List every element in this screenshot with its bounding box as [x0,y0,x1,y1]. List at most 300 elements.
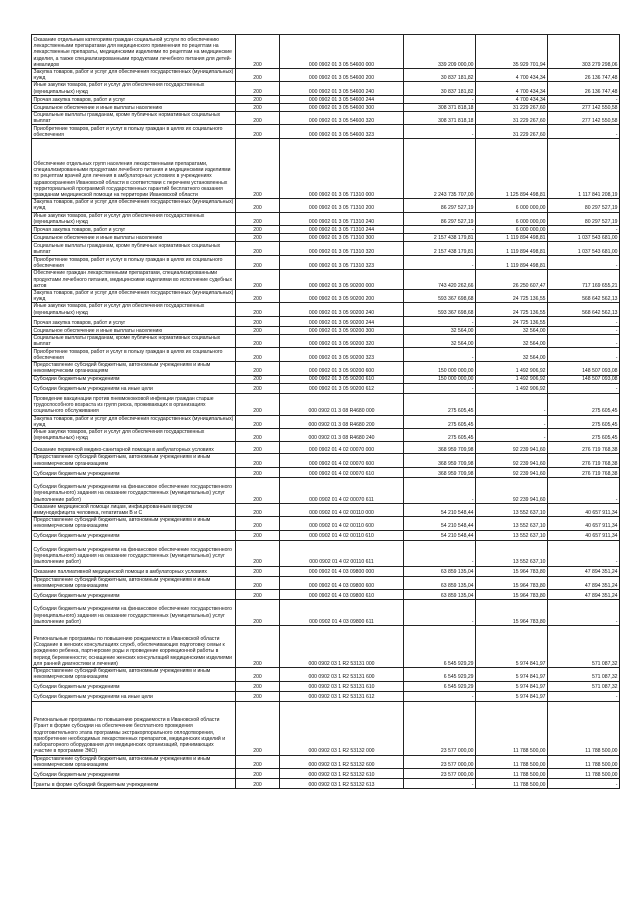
row-approved-amount: 368 959 709,98 [404,467,476,477]
row-approved-amount: 32 564,00 [404,334,476,347]
table-row [32,442,620,454]
row-name: Субсидии бюджетным учреждениям [32,681,236,691]
row-code: 200 [236,362,280,375]
row-code: 200 [236,69,280,82]
row-name: Оказание первичной медико-санитарной помощи в амбулаторных условиях [32,442,236,454]
row-executed-amount: 31 229 267,60 [476,103,548,111]
table-row [32,69,620,82]
row-name: Иные закупки товаров, работ и услуг для обеспечения государственных (муниципальных) нужд [32,429,236,442]
row-classification-code: 000 0902 03 1 R2 53132 613 [280,778,404,788]
row-code: 200 [236,600,280,626]
row-unexecuted-amount: 571 087,32 [548,626,620,668]
row-classification-code: 000 0902 01 3 05 54600 320 [280,111,404,124]
row-executed-amount: 26 250 607,47 [476,270,548,290]
row-approved-amount: 308 371 818,18 [404,111,476,124]
row-code: 200 [236,503,280,516]
row-unexecuted-amount: 11 788 500,00 [548,755,620,768]
row-approved-amount: - [404,125,476,139]
row-executed-amount: 92 239 941,60 [476,477,548,503]
table-row [32,576,620,589]
row-name: Оказание паллиативной медицинской помощи в амбулаторных условиях [32,566,236,576]
row-approved-amount: 30 837 181,82 [404,82,476,95]
table-row [32,199,620,212]
row-approved-amount: - [404,256,476,270]
row-executed-amount: - [476,393,548,415]
row-name: Предоставление субсидий бюджетным, автономным учреждениям и иным некоммерческим организациям [32,576,236,589]
table-row [32,103,620,111]
row-executed-amount: 35 929 701,94 [476,35,548,69]
row-classification-code: 000 0902 01 4 03 09800 000 [280,566,404,576]
row-approved-amount: 23 577 000,00 [404,701,476,755]
row-executed-amount: 15 964 783,80 [476,566,548,576]
row-executed-amount: 13 552 637,10 [476,530,548,540]
table-row [32,768,620,778]
row-code: 200 [236,348,280,362]
row-name: Обеспечение отдельных групп населения лекарственными препаратами, специализированными продуктами лечебного питания и медицинскими изделиями по рецептам врачей для лечения в амбулаторных условиях в учреждениях здравоохранения Ивановской области в соответствии с перечнем установленных территориальной программой государственных гарантий бесплатного оказания гражданам медицинской помощи на территории Ивановской области [32,139,236,199]
row-code: 200 [236,326,280,334]
row-classification-code: 000 0902 03 1 R2 53132 600 [280,755,404,768]
row-approved-amount: 368 959 709,98 [404,442,476,454]
row-approved-amount: 368 959 709,98 [404,454,476,467]
row-name: Субсидии бюджетным учреждениям на иные цели [32,691,236,701]
row-name: Обеспечение граждан лекарственными препаратами, специализированными продуктами лечебного питания, медицинскими изделиями во исполнение судебных актов [32,270,236,290]
row-approved-amount: 86 297 527,19 [404,212,476,225]
row-approved-amount: - [404,95,476,103]
row-executed-amount: 92 239 941,60 [476,454,548,467]
row-approved-amount: - [404,691,476,701]
row-unexecuted-amount: 276 719 768,38 [548,467,620,477]
row-code: 200 [236,103,280,111]
row-name: Субсидии бюджетным учреждениям на иные цели [32,383,236,393]
row-classification-code: 000 0902 01 3 05 90200 240 [280,303,404,316]
row-approved-amount: 339 209 000,00 [404,35,476,69]
row-executed-amount: 15 964 783,80 [476,590,548,600]
table-row [32,334,620,347]
row-unexecuted-amount: 571 087,32 [548,668,620,681]
row-executed-amount: 1 119 894 498,81 [476,242,548,256]
row-approved-amount: - [404,226,476,234]
row-executed-amount: 6 000 000,00 [476,212,548,225]
row-name: Региональные программы по повышению рождаемости в Ивановской области (Грант в форме субсидии на обеспечение бесплатного проведения подготовительного этапа программы экстракорпорального оплодотворения, приобретение необходимых лекарственных препаратов, медицинских изделий и лабораторного оборудования для медицинских организаций, принимающих участие в программе ЭКО) [32,701,236,755]
row-approved-amount: 2 243 735 707,00 [404,139,476,199]
row-classification-code: 000 0902 01 3 05 71310 000 [280,139,404,199]
row-code: 200 [236,226,280,234]
row-code: 200 [236,35,280,69]
row-classification-code: 000 0902 01 3 05 54600 323 [280,125,404,139]
row-classification-code: 000 0902 01 3 05 90200 000 [280,270,404,290]
row-executed-amount: 92 239 941,60 [476,442,548,454]
row-classification-code: 000 0902 01 3 05 54600 244 [280,95,404,103]
table-row [32,503,620,516]
row-executed-amount: 13 552 637,10 [476,540,548,566]
table-row [32,226,620,234]
row-executed-amount: 11 788 500,00 [476,755,548,768]
row-classification-code: 000 0902 01 3 05 90200 320 [280,334,404,347]
row-unexecuted-amount: 1 037 543 681,00 [548,242,620,256]
table-row [32,234,620,242]
row-unexecuted-amount: 277 142 550,58 [548,111,620,124]
row-unexecuted-amount: 40 657 911,34 [548,503,620,516]
row-classification-code: 000 0902 03 1 R2 53132 610 [280,768,404,778]
row-executed-amount: 4 700 434,34 [476,95,548,103]
row-executed-amount: 4 700 434,34 [476,82,548,95]
table-row [32,326,620,334]
row-approved-amount: 54 210 548,44 [404,530,476,540]
row-code: 200 [236,383,280,393]
row-executed-amount: 13 552 637,10 [476,517,548,530]
row-unexecuted-amount: 275 605,45 [548,393,620,415]
row-unexecuted-amount: 26 136 747,48 [548,82,620,95]
row-name: Субсидии бюджетным учреждениям [32,768,236,778]
row-classification-code: 000 0902 01 4 02 00110 611 [280,540,404,566]
table-row [32,691,620,701]
row-name: Закупка товаров, работ и услуг для обеспечения государственных (муниципальных) нужд [32,415,236,428]
row-name: Гранты в форме субсидий бюджетным учреждениям [32,778,236,788]
row-code: 200 [236,234,280,242]
row-approved-amount: - [404,778,476,788]
row-unexecuted-amount: 40 657 911,34 [548,530,620,540]
row-classification-code: 000 0902 01 3 05 90200 600 [280,362,404,375]
row-unexecuted-amount: 276 719 768,38 [548,442,620,454]
row-code: 200 [236,375,280,383]
row-unexecuted-amount: 277 142 550,58 [548,103,620,111]
row-unexecuted-amount: - [548,477,620,503]
row-code: 200 [236,415,280,428]
row-executed-amount: 1 119 894 498,81 [476,256,548,270]
row-classification-code: 000 0902 01 3 05 71310 240 [280,212,404,225]
row-executed-amount: 32 564,00 [476,326,548,334]
row-code: 200 [236,576,280,589]
row-approved-amount: 2 157 438 179,81 [404,242,476,256]
row-unexecuted-amount: - [548,691,620,701]
row-unexecuted-amount: 717 169 655,21 [548,270,620,290]
row-unexecuted-amount: 26 136 747,48 [548,69,620,82]
row-unexecuted-amount: 80 297 527,19 [548,212,620,225]
row-name: Социальные выплаты гражданам, кроме публичных нормативных социальных выплат [32,334,236,347]
table-row [32,303,620,316]
row-executed-amount: 1 492 906,92 [476,362,548,375]
row-name: Закупка товаров, работ и услуг для обеспечения государственных (муниципальных) нужд [32,69,236,82]
table-row [32,111,620,124]
table-row [32,540,620,566]
table-row [32,600,620,626]
table-row [32,82,620,95]
row-code: 200 [236,303,280,316]
table-body [32,35,620,789]
row-name: Субсидии бюджетным учреждениям [32,375,236,383]
row-code: 200 [236,316,280,326]
row-executed-amount: - [476,429,548,442]
row-name: Социальное обеспечение и иные выплаты населению [32,234,236,242]
row-unexecuted-amount: 148 507 093,08 [548,375,620,383]
row-unexecuted-amount: 47 894 351,24 [548,576,620,589]
row-name: Приобретение товаров, работ и услуг в пользу граждан в целях их социального обеспечения [32,125,236,139]
row-executed-amount: 32 564,00 [476,348,548,362]
row-classification-code: 000 0902 01 3 05 90200 200 [280,290,404,303]
row-classification-code: 000 0902 01 4 02 00070 611 [280,477,404,503]
row-name: Прочая закупка товаров, работ и услуг [32,95,236,103]
row-classification-code: 000 0902 01 4 02 00110 600 [280,517,404,530]
table-row [32,566,620,576]
row-classification-code: 000 0902 01 3 05 90200 323 [280,348,404,362]
row-classification-code: 000 0902 03 1 R2 53131 000 [280,626,404,668]
row-code: 200 [236,256,280,270]
row-executed-amount: 24 725 136,55 [476,303,548,316]
row-executed-amount: 1 492 906,92 [476,375,548,383]
row-unexecuted-amount: - [548,540,620,566]
row-approved-amount: 275 605,45 [404,429,476,442]
row-approved-amount: 23 577 000,00 [404,768,476,778]
table-row [32,139,620,199]
row-code: 200 [236,517,280,530]
row-name: Иные закупки товаров, работ и услуг для обеспечения государственных (муниципальных) нужд [32,303,236,316]
row-unexecuted-amount: - [548,256,620,270]
row-approved-amount: 6 545 929,29 [404,626,476,668]
row-classification-code: 000 0902 01 4 03 09800 611 [280,600,404,626]
row-name: Предоставление субсидий бюджетным, автономным учреждениям и иным некоммерческим организациям [32,362,236,375]
row-unexecuted-amount: - [548,95,620,103]
row-unexecuted-amount: - [548,334,620,347]
table-row [32,290,620,303]
row-name: Субсидии бюджетным учреждениям [32,530,236,540]
row-code: 200 [236,590,280,600]
table-row [32,668,620,681]
row-name: Социальные выплаты гражданам, кроме публичных нормативных социальных выплат [32,111,236,124]
row-unexecuted-amount: 80 297 527,19 [548,199,620,212]
row-approved-amount: 150 000 000,00 [404,362,476,375]
row-executed-amount: 4 700 434,34 [476,69,548,82]
row-executed-amount: 11 788 500,00 [476,701,548,755]
table-row [32,212,620,225]
table-row [32,270,620,290]
row-name: Приобретение товаров, работ и услуг в пользу граждан в целях их социального обеспечения [32,256,236,270]
row-approved-amount: - [404,540,476,566]
row-executed-amount: 92 239 941,60 [476,467,548,477]
row-classification-code: 000 0902 01 3 05 54600 240 [280,82,404,95]
row-name: Оказание медицинской помощи лицам, инфицированным вирусом иммунодефицита человека, гепатитами B и C [32,503,236,516]
table-row [32,316,620,326]
row-approved-amount: 63 859 135,04 [404,590,476,600]
row-approved-amount: 743 420 262,66 [404,270,476,290]
row-unexecuted-amount: 275 605,45 [548,415,620,428]
row-code: 200 [236,82,280,95]
row-executed-amount: 32 564,00 [476,334,548,347]
row-approved-amount: 6 545 929,29 [404,681,476,691]
row-approved-amount: 23 577 000,00 [404,755,476,768]
row-executed-amount: 11 788 500,00 [476,768,548,778]
row-classification-code: 000 0902 01 3 05 71310 200 [280,199,404,212]
row-approved-amount: 63 859 135,04 [404,566,476,576]
row-classification-code: 000 0902 01 4 03 09800 600 [280,576,404,589]
row-approved-amount: 593 367 698,68 [404,303,476,316]
row-unexecuted-amount: 40 657 911,34 [548,517,620,530]
row-approved-amount: 275 605,45 [404,393,476,415]
row-name: Субсидии бюджетным учреждениям [32,467,236,477]
row-classification-code: 000 0902 01 4 03 09800 610 [280,590,404,600]
row-approved-amount: 32 564,00 [404,326,476,334]
table-row [32,454,620,467]
row-classification-code: 000 0902 01 4 02 00070 610 [280,467,404,477]
table-row [32,125,620,139]
row-executed-amount: 15 964 783,80 [476,576,548,589]
row-approved-amount: 308 371 818,18 [404,103,476,111]
table-row [32,95,620,103]
budget-execution-table [31,34,620,789]
row-approved-amount: 2 157 438 179,81 [404,234,476,242]
row-executed-amount: 1 125 894 498,81 [476,139,548,199]
row-name: Проведение вакцинации против пневмококковой инфекции граждан старше трудоспособного возраста из групп риска, проживающих в организациях социального обслуживания [32,393,236,415]
row-code: 200 [236,681,280,691]
row-classification-code: 000 0902 01 3 08 R4680 000 [280,393,404,415]
row-approved-amount: 593 367 698,68 [404,290,476,303]
row-name: Иные закупки товаров, работ и услуг для обеспечения государственных (муниципальных) нужд [32,82,236,95]
row-unexecuted-amount: 303 279 298,06 [548,35,620,69]
row-code: 200 [236,755,280,768]
row-executed-amount: 5 974 841,97 [476,668,548,681]
row-classification-code: 000 0902 01 4 02 00110 000 [280,503,404,516]
table-row [32,35,620,69]
row-approved-amount: - [404,477,476,503]
row-code: 200 [236,199,280,212]
row-executed-amount: 6 000 000,00 [476,199,548,212]
row-code: 200 [236,111,280,124]
row-code: 200 [236,442,280,454]
row-code: 200 [236,530,280,540]
row-executed-amount: 5 974 841,97 [476,681,548,691]
row-classification-code: 000 0902 01 3 05 71310 323 [280,256,404,270]
row-code: 200 [236,139,280,199]
table-row [32,467,620,477]
row-unexecuted-amount: 1 037 543 681,00 [548,234,620,242]
row-code: 200 [236,566,280,576]
row-classification-code: 000 0902 01 4 02 00070 600 [280,454,404,467]
row-unexecuted-amount: 47 894 351,24 [548,566,620,576]
row-approved-amount: 6 545 929,29 [404,668,476,681]
row-code: 200 [236,125,280,139]
row-executed-amount: 24 725 136,55 [476,290,548,303]
row-unexecuted-amount: 11 788 500,00 [548,768,620,778]
table-row [32,530,620,540]
row-approved-amount: - [404,600,476,626]
row-classification-code: 000 0902 01 3 08 R4680 200 [280,415,404,428]
row-classification-code: 000 0902 03 1 R2 53131 610 [280,681,404,691]
row-classification-code: 000 0902 01 3 08 R4680 240 [280,429,404,442]
table-row [32,626,620,668]
row-executed-amount: 15 964 783,80 [476,600,548,626]
row-approved-amount: 54 210 548,44 [404,503,476,516]
row-executed-amount: 24 725 136,55 [476,316,548,326]
row-classification-code: 000 0902 01 3 05 71310 244 [280,226,404,234]
row-name: Предоставление субсидий бюджетным, автономным учреждениям и иным некоммерческим организациям [32,755,236,768]
row-unexecuted-amount: - [548,326,620,334]
row-executed-amount: 13 552 637,10 [476,503,548,516]
row-unexecuted-amount: 568 642 562,13 [548,303,620,316]
row-unexecuted-amount: 148 507 093,08 [548,362,620,375]
row-code: 200 [236,290,280,303]
row-name: Субсидии бюджетным учреждениям [32,590,236,600]
row-executed-amount: 31 229 267,60 [476,125,548,139]
row-executed-amount: 6 000 000,00 [476,226,548,234]
row-unexecuted-amount: 11 788 500,00 [548,701,620,755]
row-approved-amount: 86 297 527,19 [404,199,476,212]
row-approved-amount: 275 605,45 [404,415,476,428]
row-executed-amount: - [476,415,548,428]
row-code: 200 [236,429,280,442]
row-unexecuted-amount: 276 719 768,38 [548,454,620,467]
row-code: 200 [236,454,280,467]
row-classification-code: 000 0902 01 3 05 54600 300 [280,103,404,111]
row-executed-amount: 1 119 894 498,81 [476,234,548,242]
row-name: Субсидии бюджетным учреждениям на финансовое обеспечение государственного (муниципального) задания на оказание государственных (муниципальных) услуг (выполнение работ) [32,600,236,626]
row-executed-amount: 1 492 906,92 [476,383,548,393]
table-row [32,362,620,375]
row-code: 200 [236,701,280,755]
row-code: 200 [236,668,280,681]
row-code: 200 [236,477,280,503]
row-unexecuted-amount: - [548,316,620,326]
row-name: Приобретение товаров, работ и услуг в пользу граждан в целях их социального обеспечения [32,348,236,362]
row-name: Предоставление субсидий бюджетным, автономным учреждениям и иным некоммерческим организациям [32,454,236,467]
row-code: 200 [236,270,280,290]
table-row [32,681,620,691]
row-approved-amount: 63 859 135,04 [404,576,476,589]
row-unexecuted-amount: 1 117 841 208,19 [548,139,620,199]
table-row [32,383,620,393]
row-name: Предоставление субсидий бюджетным, автономным учреждениям и иным некоммерческим организациям [32,668,236,681]
row-unexecuted-amount: 275 605,45 [548,429,620,442]
table-row [32,778,620,788]
row-approved-amount: - [404,316,476,326]
table-row [32,477,620,503]
row-unexecuted-amount: - [548,125,620,139]
table-row [32,242,620,256]
row-name: Субсидии бюджетным учреждениям на финансовое обеспечение государственного (муниципального) задания на оказание государственных (муниципальных) услуг (выполнение работ) [32,540,236,566]
row-classification-code: 000 0902 03 1 R2 53131 600 [280,668,404,681]
row-unexecuted-amount: 47 894 351,24 [548,590,620,600]
row-unexecuted-amount: - [548,348,620,362]
table-row [32,348,620,362]
row-code: 200 [236,778,280,788]
table-row [32,517,620,530]
row-code: 200 [236,626,280,668]
row-code: 200 [236,242,280,256]
row-code: 200 [236,393,280,415]
row-name: Прочая закупка товаров, работ и услуг [32,226,236,234]
row-classification-code: 000 0902 01 3 05 71310 320 [280,242,404,256]
row-classification-code: 000 0902 01 4 02 00110 610 [280,530,404,540]
row-executed-amount: 5 974 841,97 [476,626,548,668]
row-name: Субсидии бюджетным учреждениям на финансовое обеспечение государственного (муниципального) задания на оказание государственных (муниципальных) услуг (выполнение работ) [32,477,236,503]
row-code: 200 [236,212,280,225]
row-name: Закупка товаров, работ и услуг для обеспечения государственных (муниципальных) нужд [32,199,236,212]
row-code: 200 [236,334,280,347]
row-unexecuted-amount: - [548,383,620,393]
row-name: Социальное обеспечение и иные выплаты населению [32,103,236,111]
row-name: Предоставление субсидий бюджетным, автономным учреждениям и иным некоммерческим организациям [32,517,236,530]
row-executed-amount: 31 229 267,60 [476,111,548,124]
row-classification-code: 000 0902 01 3 05 90200 244 [280,316,404,326]
row-classification-code: 000 0902 01 3 05 90200 612 [280,383,404,393]
table-row [32,755,620,768]
row-name: Региональные программы по повышению рождаемости в Ивановской области (Создание в женских консультациях служб, обеспечивающих подготовку семьи к рождению ребенка, партнерские роды и проведение коррекционной работы в период беременности; оснащение женских консультаций медицинскими изделиями для ранней диагностики и лечения) [32,626,236,668]
row-name: Оказание отдельным категориям граждан социальной услуги по обеспечению лекарственными препаратами для медицинского применения по рецептам на лекарственные препараты, медицинскими изделиями по рецептам на медицинские изделия, а также специализированными продуктами лечебного питания для детей-инвалидов [32,35,236,69]
row-code: 200 [236,540,280,566]
row-classification-code: 000 0902 03 1 R2 53132 000 [280,701,404,755]
row-classification-code: 000 0902 01 3 05 54600 200 [280,69,404,82]
table-row [32,429,620,442]
row-unexecuted-amount: - [548,600,620,626]
row-classification-code: 000 0902 01 3 05 90200 300 [280,326,404,334]
